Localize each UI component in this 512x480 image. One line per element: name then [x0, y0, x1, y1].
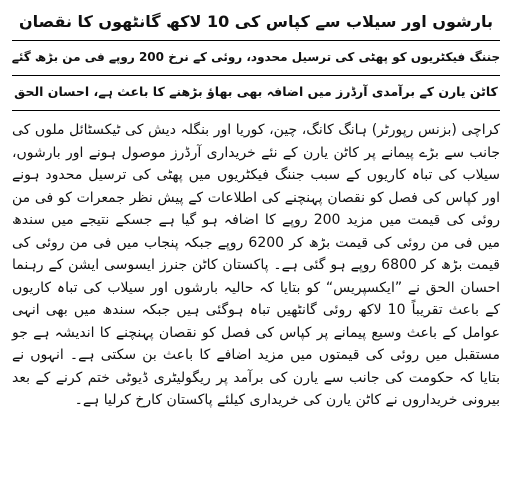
headline-sub-2: کاٹن یارن کے برآمدی آرڈرز میں اضافہ بھی بھاؤ بڑھنے کا باعث ہے، احسان الحق: [14, 84, 498, 99]
news-clipping: [6, 6, 506, 474]
headline-main: بارشوں اور سیلاب سے کپاس کی 10 لاکھ گانٹھوں کا نقصان: [19, 12, 493, 31]
headline-sub-1: جننگ فیکٹریوں کو پھٹی کی ترسیل محدود، روئی کے نرخ 200 روپے فی من بڑھ گئے: [11, 50, 501, 64]
divider: [12, 110, 500, 111]
article-body: کراچی (بزنس رپورٹر) ہانگ کانگ، چین، کوریا اور بنگلہ دیش کی ٹیکسٹائل ملوں کی جانب سے بڑے پیمانے پر کاٹن یارن کے نئے خریداری آرڈرز موصول ہونے اور بارشوں، سیلاب کی تباہ کاریوں کے سبب جننگ فیکٹریوں میں پھٹی کی ترسیل محدود ہونے اور کپاس کی فصل کو نقصان پہنچنے کی اطلاعات کے پیش نظر جمعرات کو فی من روئی کی قیمت میں مزید 200 روپے کا اضافہ ہو گیا ہے جسکے نتیجے میں سندھ میں فی من روئی کی قیمت بڑھ کر 6200 روپے جبکہ پنجاب میں فی من روئی کی قیمت بڑھ کر 6800 روپے ہو گئی ہے۔ پاکستان کاٹن جنرز ایسوسی ایشن کے رہنما احسان الحق نے ”ایکسپریس“ کو بتایا کہ حالیہ بارشوں اور سیلاب کی تباہ کاریوں کے باعث تقریباً 10 لاکھ روئی گانٹھیں تباہ ہوگئی ہیں جبکہ سندھ میں بھی انہی عوامل کے باعث وسیع پیمانے پر کپاس کی فصل کو نقصان پہنچنے کا اندیشہ ہے جو مستقبل میں روئی کی قیمتوں میں مزید اضافے کا باعث بن سکتی ہے۔ انہوں نے بتایا کہ حکومت کی جانب سے یارن کی برآمد پر ریگولیٹری ڈیوٹی ختم کرنے کے بعد بیرونی خریداروں نے کاٹن یارن کی خریداری کیلئے پاکستان کارخ کرلیا ہے۔: [12, 122, 500, 408]
